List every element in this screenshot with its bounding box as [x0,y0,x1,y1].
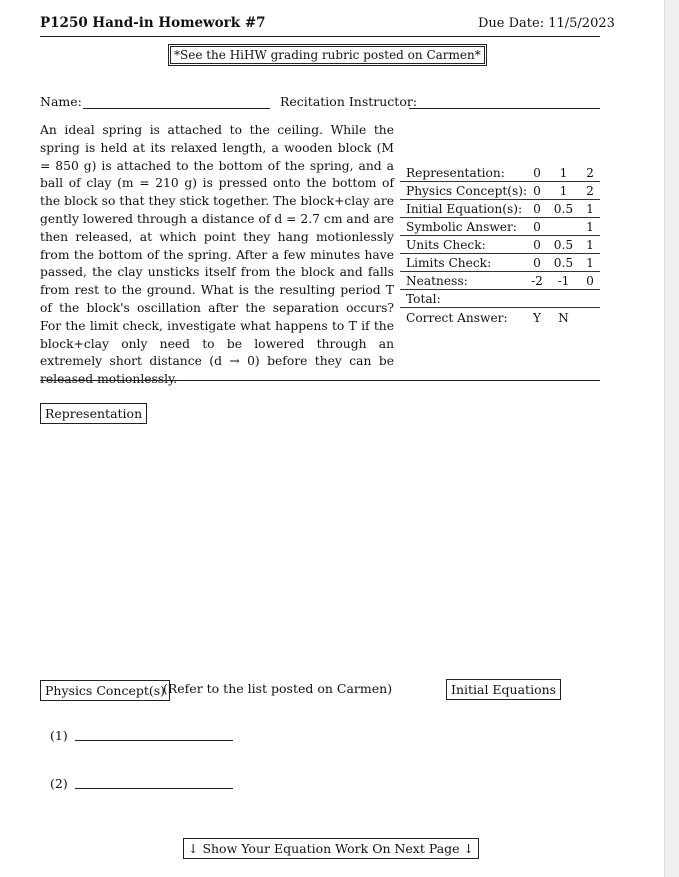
rubric-score: -1 [557,274,570,288]
concept-item-2-label: (2) [50,776,68,791]
rubric-score: 0.5 [553,238,574,252]
rubric-score [583,311,597,325]
rubric-score-options [530,220,600,234]
rubric-score: 0 [533,238,541,252]
rubric-row [400,200,600,218]
rubric-row [400,308,600,326]
rubric-score: 1 [559,166,568,180]
rubric-label: Total: [406,292,441,306]
rubric-note: *See the HiHW grading rubric posted on Carmen* [170,46,485,64]
rubric-score: N [558,311,569,325]
rubric-label: Units Check: [406,238,486,252]
rubric-score: 1 [586,256,594,270]
rubric-row [400,290,600,308]
concept-item-2-line [75,788,233,789]
rubric-score: 0 [533,220,541,234]
rubric-label: Correct Answer: [406,311,508,325]
rubric-score-options [530,166,600,180]
rubric-score-options [530,274,600,288]
rubric-score: 1 [586,220,594,234]
rubric-score: 1 [586,238,594,252]
rubric-row [400,218,600,236]
rubric-row [400,272,600,290]
next-page-note: ↓ Show Your Equation Work On Next Page ↓ [183,838,479,859]
name-label: Name: [40,94,82,109]
rubric-score: 0 [533,184,541,198]
name-blank-line [83,108,270,109]
rubric-score: 0.5 [553,202,574,216]
problem-statement: An ideal spring is attached to the ceiling. While the spring is held at its relaxed length, a wooden block (M = 850 g) is attached to the bottom of the spring, and a ball of clay (m = 210 g) is pressed onto the bottom of the block so that they stick together. The block+clay are gently lowered through a distance of d = 2.7 cm and are then released, at which point they hang motionlessly from the bottom of the spring. After a few minutes have passed, the clay unsticks itself from the block and falls from rest to the ground. What is the resulting period T of the block's oscillation after the separation occurs? For the limit check, investigate what happens to T if the block+clay only need to be lowered through an extremely short distance (d → 0) before they can be released motionlessly. [40,123,394,387]
initial-equations-heading: Initial Equations [446,679,561,700]
concept-item-1-label: (1) [50,728,68,743]
instructor-blank-line [409,108,600,109]
rubric-row [400,254,600,272]
rubric-score: 0 [533,256,541,270]
rubric-label: Symbolic Answer: [406,220,517,234]
rubric-score-options [530,256,600,270]
concept-item-1-line [75,740,233,741]
rubric-score: 0 [533,166,541,180]
rubric-row [400,164,600,182]
rubric-score-options [530,184,600,198]
physics-concepts-heading: Physics Concept(s) [40,680,170,701]
rubric-label: Neatness: [406,274,468,288]
header-rule [40,36,600,37]
rubric-score: 0.5 [553,256,574,270]
recitation-instructor-label: Recitation Instructor: [280,94,418,109]
rubric-score: 1 [559,184,568,198]
due-date: Due Date: 11/5/2023 [478,16,615,31]
rubric-score: 2 [586,166,594,180]
rubric-row [400,236,600,254]
rubric-score: 1 [586,202,594,216]
rubric-score: 2 [586,184,594,198]
rubric-score: 0 [533,202,541,216]
rubric-score: -2 [531,274,543,288]
rubric-label: Initial Equation(s): [406,202,523,216]
physics-concepts-note: (Refer to the list posted on Carmen) [163,681,393,696]
representation-heading: Representation [40,403,147,424]
rubric-score: Y [532,311,542,325]
rubric-score [557,220,571,234]
rubric-score-options [530,202,600,216]
rubric-row [400,182,600,200]
rubric-label: Physics Concept(s): [406,184,528,198]
rubric-label: Representation: [406,166,505,180]
rubric-label: Limits Check: [406,256,492,270]
rubric-score-options [530,238,600,252]
grading-rubric-table [400,164,600,326]
homework-title: P1250 Hand-in Homework #7 [40,15,266,31]
rubric-score: 0 [586,274,594,288]
rubric-score-options [530,311,600,325]
problem-rule [40,380,600,381]
vertical-scrollbar[interactable] [664,0,679,877]
